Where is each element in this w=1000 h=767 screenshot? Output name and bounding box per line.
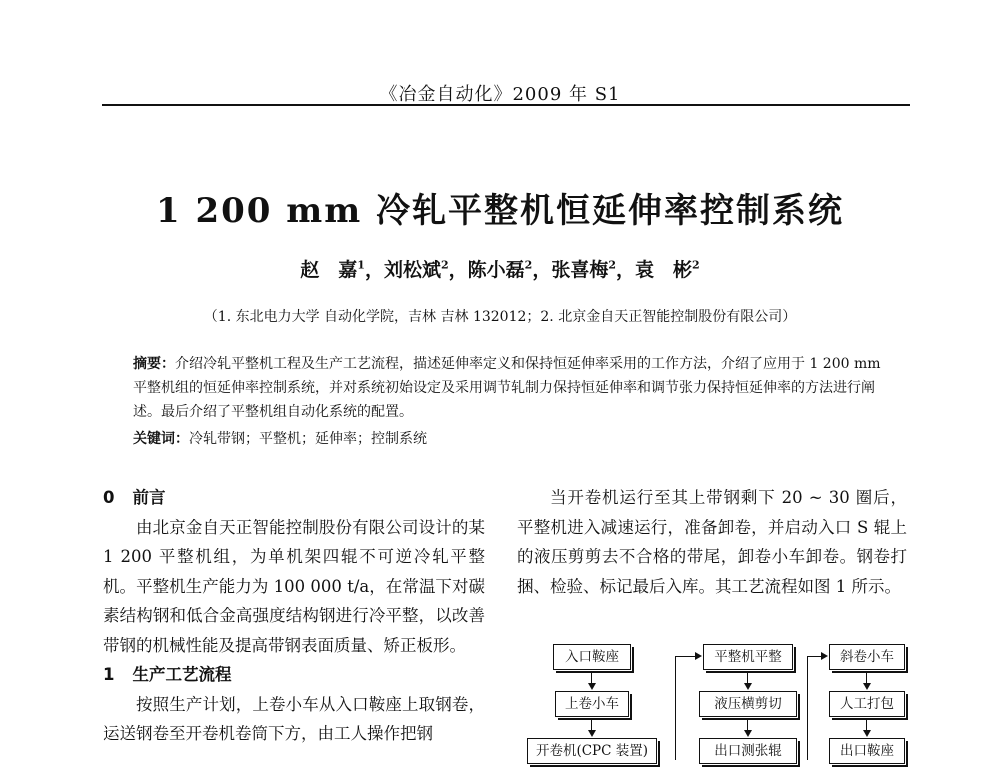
keywords bbox=[133, 428, 893, 450]
flow-arrow bbox=[588, 730, 596, 737]
flow-connector bbox=[675, 656, 676, 760]
author-affil-mark: 1 bbox=[357, 258, 365, 272]
flow-arrow bbox=[695, 652, 702, 660]
section-heading-0 bbox=[103, 483, 485, 513]
flow-arrow bbox=[744, 730, 752, 737]
section-number: 1 bbox=[103, 665, 115, 684]
flow-connector bbox=[675, 656, 697, 657]
abstract bbox=[133, 352, 893, 424]
author-name: 陈小磊 bbox=[467, 259, 525, 281]
header-rule bbox=[102, 104, 910, 106]
flow-arrow bbox=[863, 730, 871, 737]
left-column bbox=[103, 483, 485, 749]
journal-header: 《冶金自动化》2009 年 S1 bbox=[379, 84, 621, 105]
section-title: 生产工艺流程 bbox=[132, 665, 232, 684]
flow-arrow bbox=[588, 683, 596, 690]
flow-box-entry-saddle: 入口鞍座 bbox=[553, 644, 631, 670]
section-title: 前言 bbox=[132, 488, 166, 507]
author-affil-mark: 2 bbox=[692, 258, 700, 272]
flow-box-skin-pass: 平整机平整 bbox=[703, 644, 793, 670]
flow-box-manual-strapping: 人工打包 bbox=[829, 691, 905, 717]
paper-title: 1 200 mm 冷轧平整机恒延伸率控制系统 bbox=[155, 191, 845, 231]
abstract-text: 介绍冷轧平整机工程及生产工艺流程，描述延伸率定义和保持恒延伸率采用的工作方法，介绍了应用于 1 200 mm平整机组的恒延伸率控制系统，并对系统初始设定及采用调节轧制力保持恒延伸率和调节张力保持恒延伸率的方法进行阐述。最后介绍了平整机组自动化系统的配置。 bbox=[133, 356, 881, 420]
author-affil-mark: 2 bbox=[608, 258, 617, 272]
author-affil-mark: 2 bbox=[524, 258, 533, 272]
author-name: 张喜梅 bbox=[551, 259, 609, 281]
affiliation: （1. 东北电力大学 自动化学院，吉林 吉林 132012；2. 北京金自天正智能控制股份有限公司） bbox=[203, 309, 797, 325]
flow-box-tension-roll: 出口测张辊 bbox=[699, 738, 797, 764]
flow-arrow bbox=[744, 683, 752, 690]
flow-box-uncoiler: 开卷机(CPC 装置) bbox=[527, 738, 657, 764]
flow-box-coil-car: 斜卷小车 bbox=[829, 644, 905, 670]
author-name: 袁 彬 bbox=[635, 259, 693, 281]
flow-arrow bbox=[821, 652, 828, 660]
abstract-label: 摘要： bbox=[133, 356, 175, 372]
section-heading-1 bbox=[103, 660, 485, 690]
author-name: 赵 嘉 bbox=[300, 259, 358, 281]
section-number: 0 bbox=[103, 488, 115, 507]
flow-arrow bbox=[863, 683, 871, 690]
process-paragraph: 按照生产计划，上卷小车从入口鞍座上取钢卷，运送钢卷至开卷机卷筒下方，由工人操作把钢 bbox=[103, 694, 485, 743]
process-flowchart bbox=[517, 636, 917, 760]
flow-box-exit-saddle: 出口鞍座 bbox=[829, 738, 905, 764]
flow-box-hydraulic-shear: 液压横剪切 bbox=[699, 691, 797, 717]
keywords-label: 关键词： bbox=[133, 431, 189, 447]
intro-paragraph: 由北京金自天正智能控制股份有限公司设计的某 1 200 平整机组，为单机架四辊不可逆冷轧平整机。平整机生产能力为 100 000 t/a，在常温下对碳素结构钢和低合金高强度结构钢进行冷平整，以改善带钢的机械性能及提高带钢表面质量、矫正板形。 bbox=[103, 517, 485, 655]
author-name: 刘松斌 bbox=[383, 259, 441, 281]
author-list: 赵 嘉$^1$，刘松斌$^2$，陈小磊$^2$，张喜梅$^2$，袁 彬$^2$ bbox=[300, 258, 700, 281]
flow-connector bbox=[807, 656, 808, 760]
flow-box-loading-car: 上卷小车 bbox=[555, 691, 629, 717]
right-column bbox=[517, 483, 907, 601]
keywords-text: 冷轧带钢；平整机；延伸率；控制系统 bbox=[189, 431, 427, 447]
author-affil-mark: 2 bbox=[440, 258, 449, 272]
process-paragraph-continued: 当开卷机运行至其上带钢剩下 20 ~ 30 圈后，平整机进入减速运行，准备卸卷，并启动入口 S 辊上的液压剪剪去不合格的带尾，卸卷小车卸卷。钢卷打捆、检验、标记最后入库。其工艺流程如图 1 所示。 bbox=[517, 488, 907, 596]
